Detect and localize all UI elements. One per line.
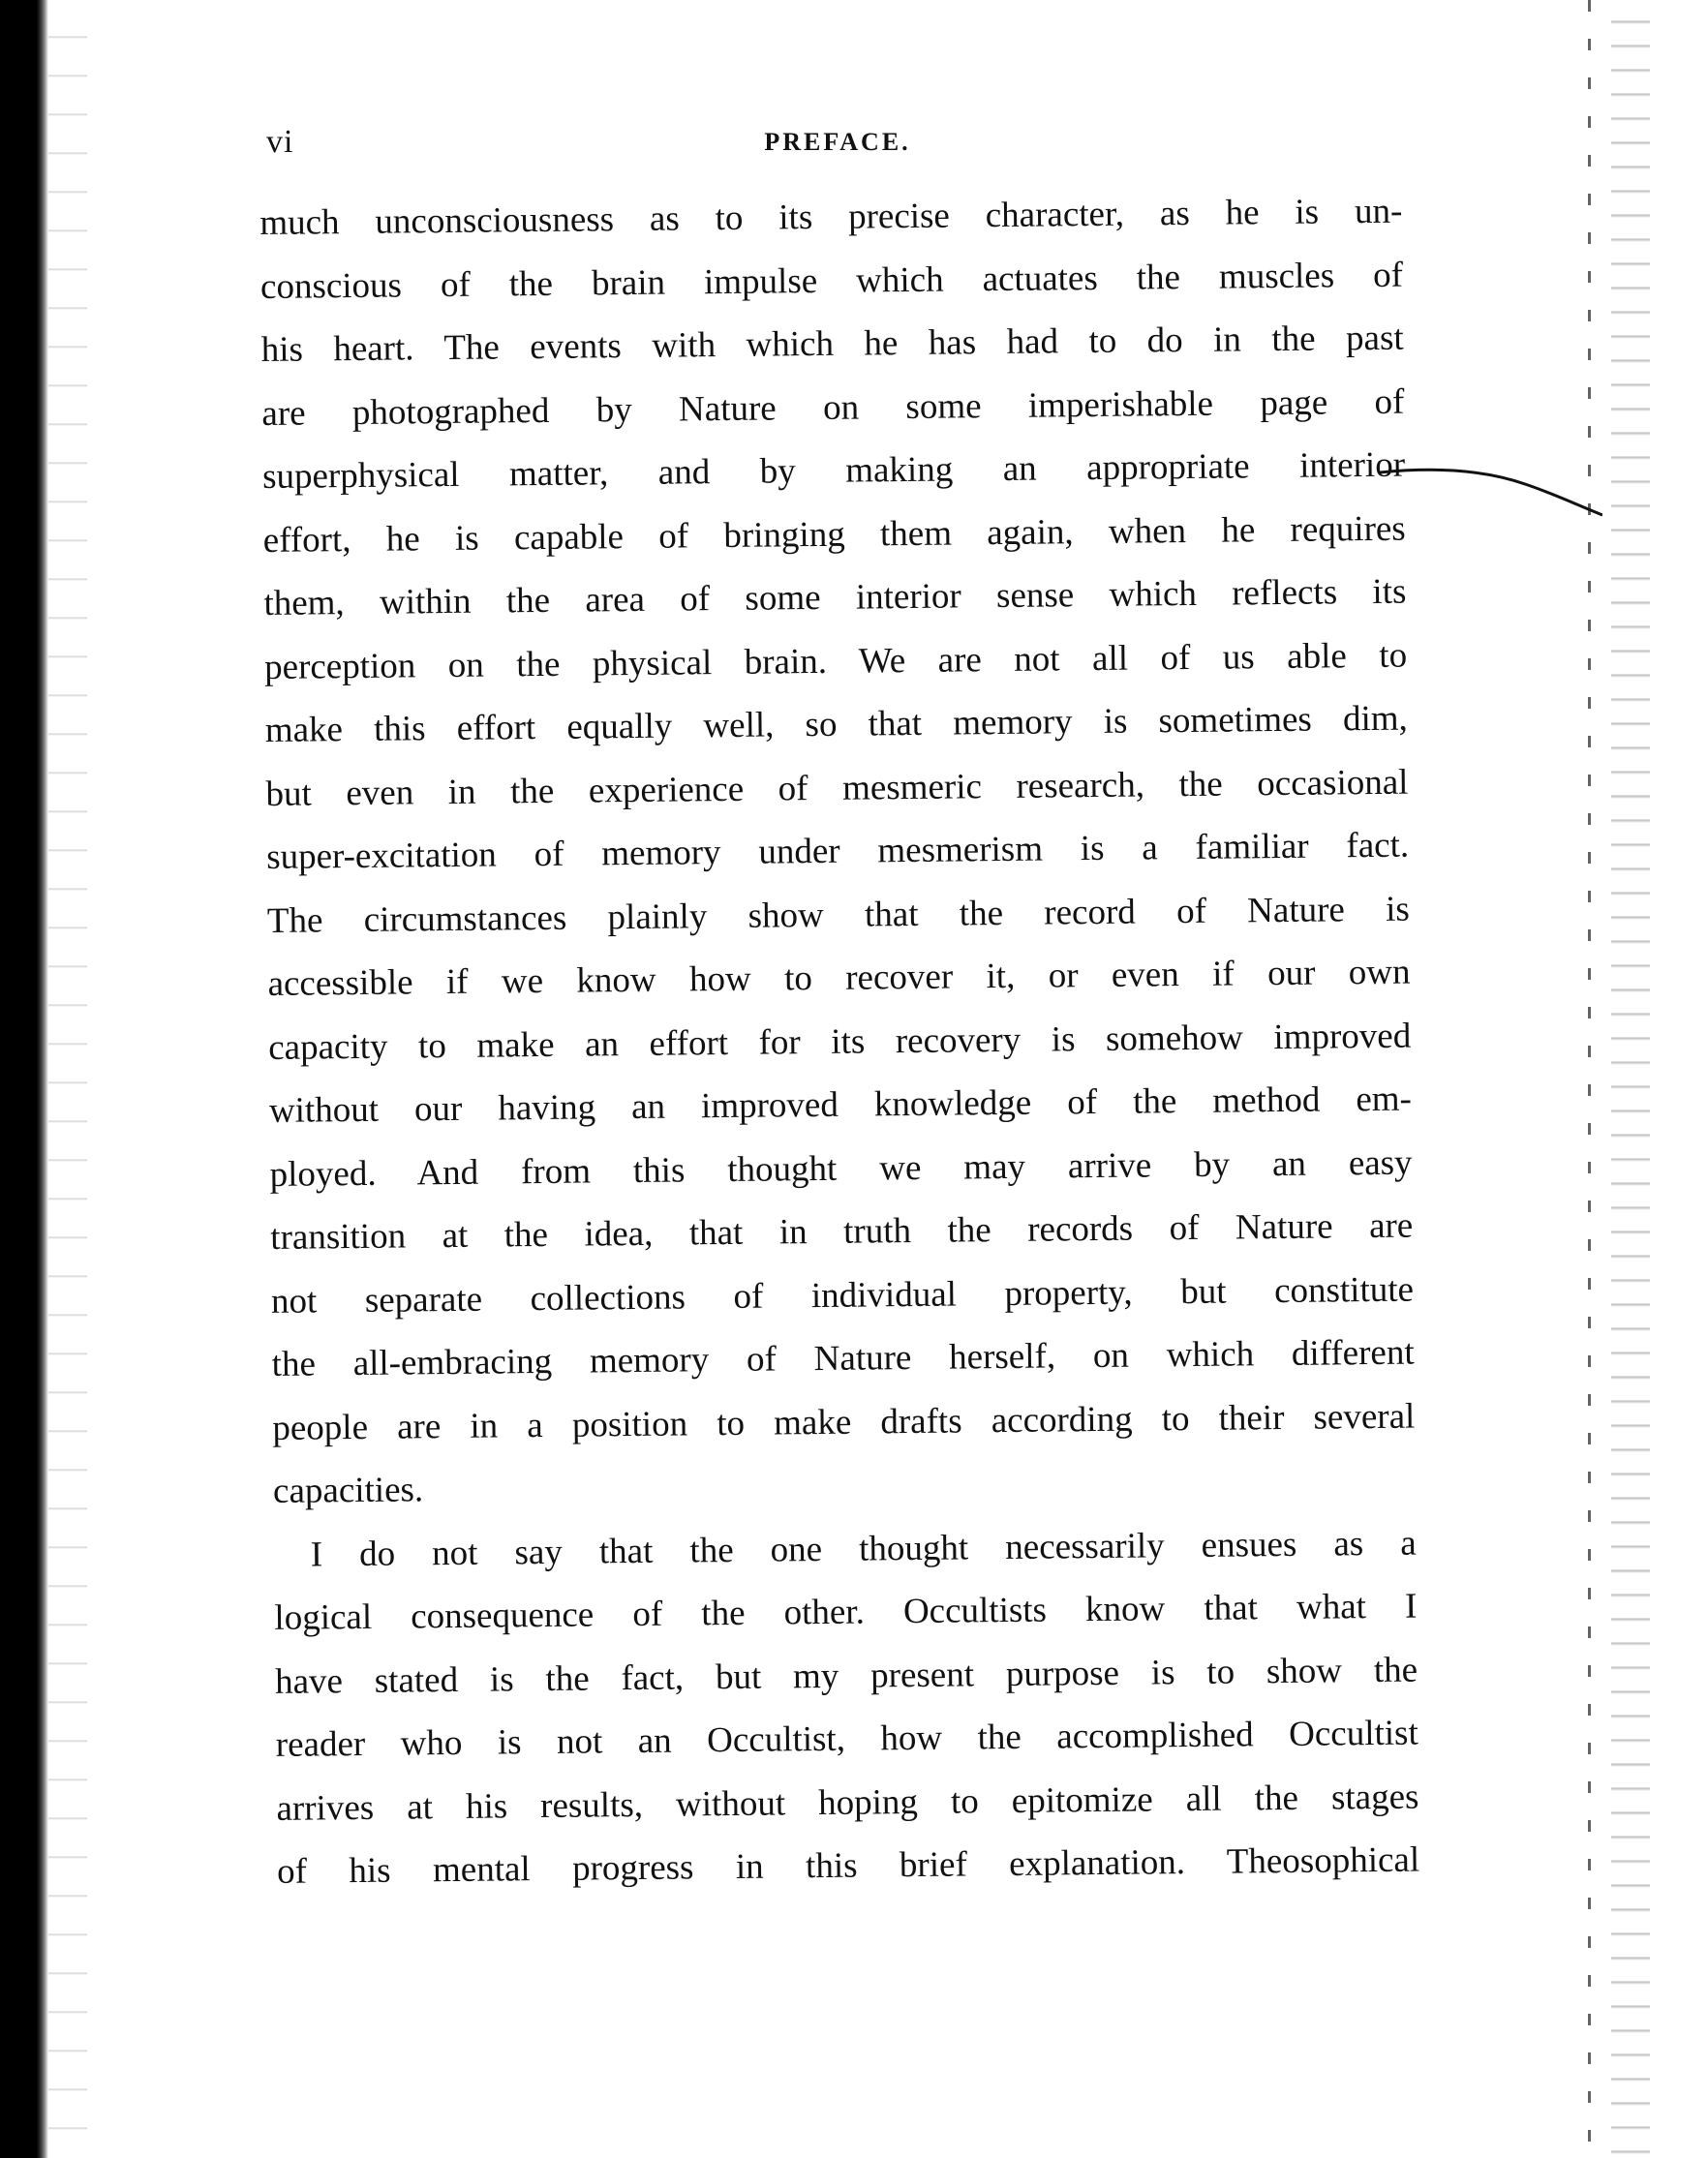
stray-pen-stroke [1380, 465, 1602, 523]
text-line: have stated is the fact, but my present purpose is to show the [274, 1650, 1418, 1702]
text-line: of his mental progress in this brief explanation. Theosophical [276, 1839, 1420, 1892]
text-line: but even in the experience of mesmeric research, the occasional [265, 762, 1409, 814]
page-edge-line [1588, 0, 1591, 2158]
text-line: conscious of the brain impulse which actuates the muscles of [259, 255, 1404, 307]
text-line: ployed. And from this thought we may arrive by an easy [269, 1142, 1413, 1195]
paragraph [273, 1511, 1419, 1903]
scan-noise-right [1611, 0, 1650, 2158]
text-line: make this effort equally well, so that memory is sometimes dim, [264, 698, 1408, 750]
text-line: reader who is not an Occultist, how the accomplished Occultist [275, 1713, 1418, 1765]
page-number: vi [266, 124, 294, 160]
text-line: perception on the physical brain. We are not all of us able to [263, 635, 1408, 687]
body-text [259, 180, 1419, 1904]
text-line: effort, he is capable of bringing them again, when he requires [262, 508, 1406, 561]
text-line: people are in a position to make drafts according to their several [272, 1396, 1416, 1448]
running-title: PREFACE. [764, 128, 911, 156]
text-line: arrives at his results, without hoping to epitomize all the stages [276, 1777, 1419, 1829]
text-line: capacity to make an effort for its recovery is somehow improved [268, 1016, 1412, 1068]
text-line: his heart. The events with which he has had to do in the past [260, 318, 1404, 370]
scan-noise-left [48, 0, 87, 2158]
text-line: superphysical matter, and by making an appropriate interior [261, 444, 1406, 497]
text-line: super-excitation of memory under mesmerism is a familiar fact. [265, 825, 1410, 877]
book-binding-shadow [0, 0, 48, 2158]
text-line: I do not say that the one thought necessarily ensues as a [310, 1523, 1417, 1575]
text-line: accessible if we know how to recover it, or even if our own [267, 952, 1411, 1004]
text-line: capacities. [272, 1470, 424, 1511]
text-line: are photographed by Nature on some imperishable page of [261, 381, 1405, 434]
text-line: The circumstances plainly show that the record of Nature is [266, 889, 1411, 941]
text-line: them, within the area of some interior sense which reflects its [263, 571, 1407, 623]
text-line: without our having an improved knowledge of the method em- [268, 1079, 1413, 1131]
text-line: transition at the idea, that in truth the records of Nature are [270, 1205, 1414, 1258]
text-line: much unconsciousness as to its precise character, as he is un- [259, 191, 1403, 243]
text-line: not separate collections of individual property, but constitute [270, 1269, 1415, 1322]
text-line: the all-embracing memory of Nature herself, on which different [271, 1332, 1415, 1384]
paragraph [259, 180, 1416, 1524]
running-head [266, 124, 1409, 163]
text-line: logical consequence of the other. Occultists know that what I [274, 1586, 1418, 1638]
